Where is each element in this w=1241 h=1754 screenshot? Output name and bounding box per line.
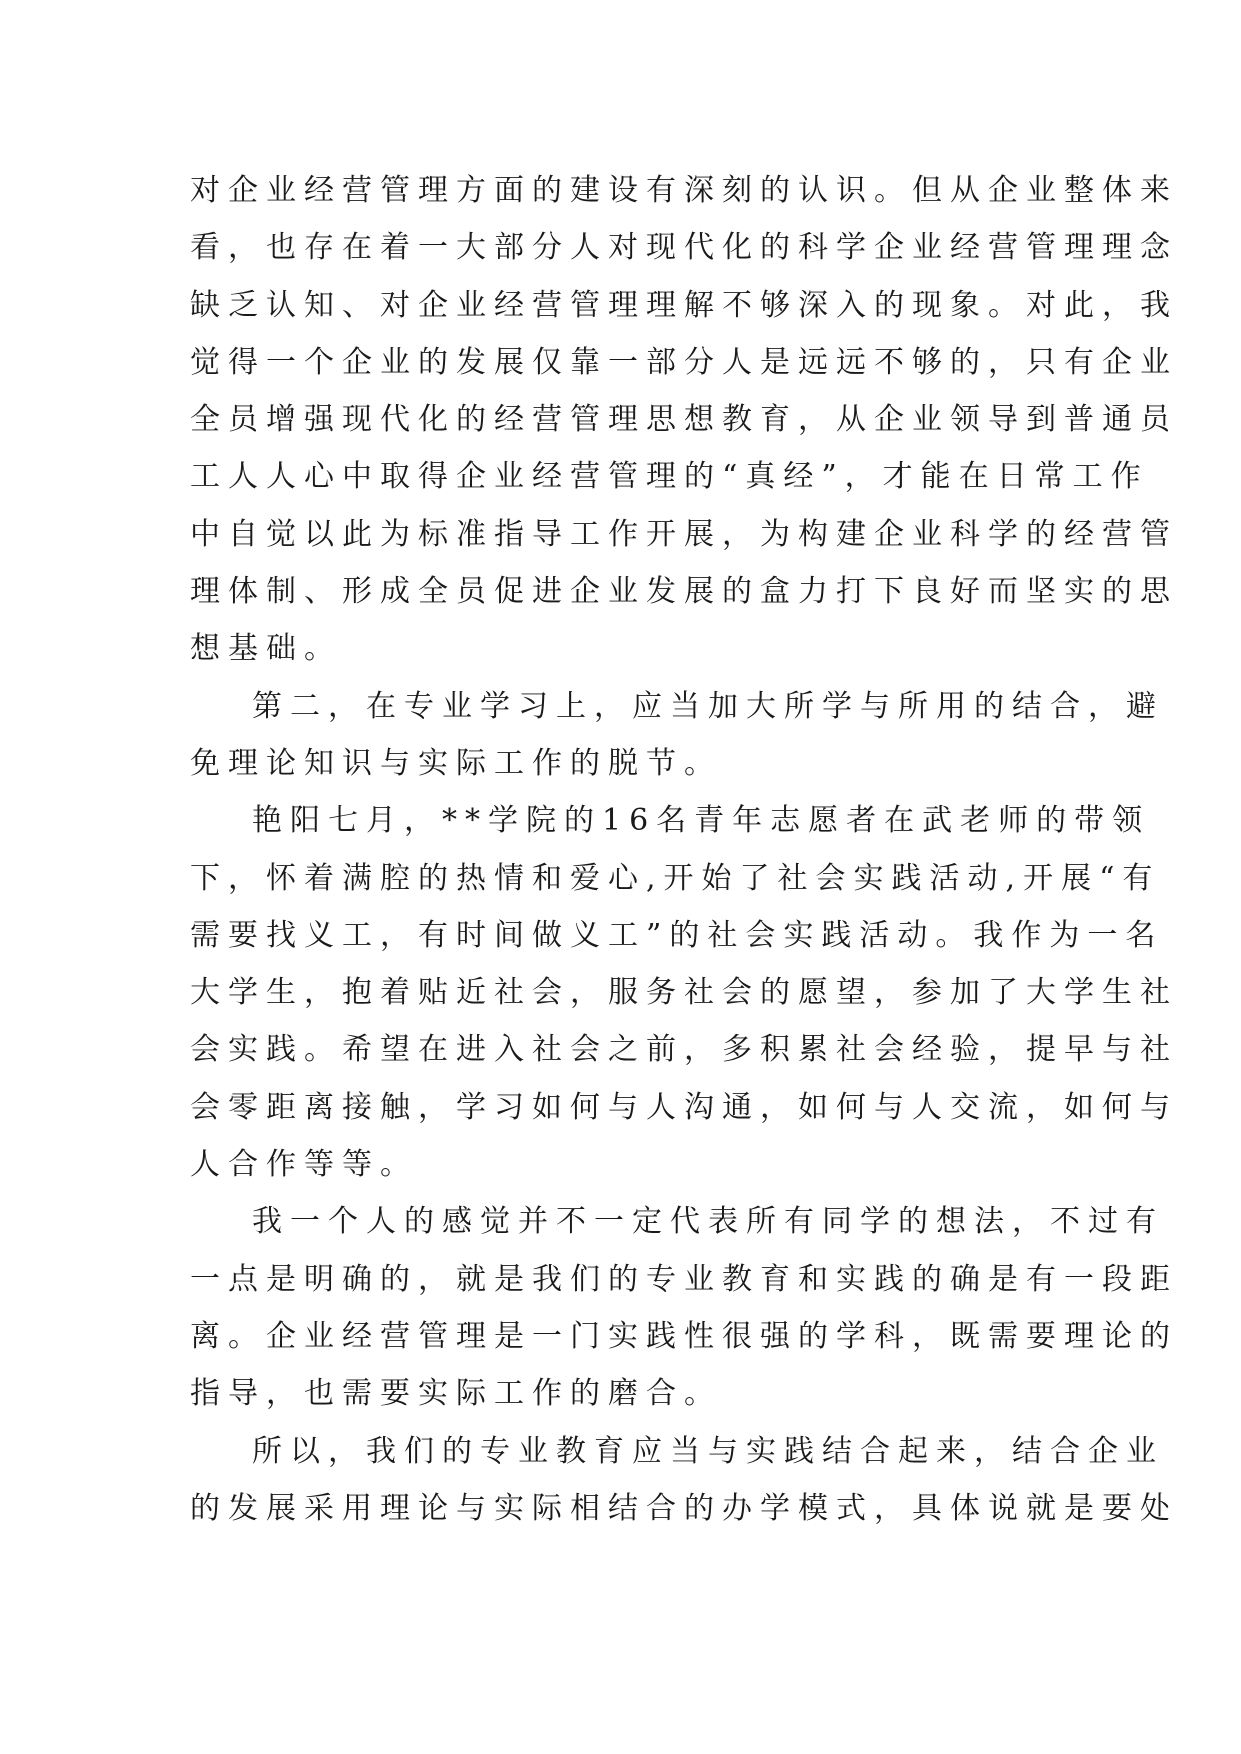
text-line: 下，怀着满腔的热情和爱心,开始了社会实践活动,开展“有 <box>190 860 1161 896</box>
text-line: 想基础。 <box>190 631 342 667</box>
text-line: 中自觉以此为标准指导工作开展，为构建企业科学的经营管 <box>190 516 1178 552</box>
text-line: 全员增强现代化的经营管理思想教育，从企业领导到普通员 <box>190 402 1178 438</box>
text-line: 缺乏认知、对企业经营管理理解不够深入的现象。对此，我 <box>190 287 1178 323</box>
text-line: 大学生，抱着贴近社会，服务社会的愿望，参加了大学生社 <box>190 975 1178 1011</box>
text-line: 离。企业经营管理是一门实践性很强的学科，既需要理论的 <box>190 1318 1178 1354</box>
text-line: 指导，也需要实际工作的磨合。 <box>190 1376 722 1412</box>
text-line: 看，也存在着一大部分人对现代化的科学企业经营管理理念 <box>190 230 1178 266</box>
document-body <box>190 162 1178 1537</box>
text-line: 工人人心中取得企业经营管理的“真经”，才能在日常工作 <box>190 459 1149 495</box>
text-line: 所以，我们的专业教育应当与实践结合起来，结合企业 <box>252 1433 1164 1469</box>
text-line: 一点是明确的，就是我们的专业教育和实践的确是有一段距 <box>190 1261 1178 1297</box>
text-line: 需要找义工，有时间做义工”的社会实践活动。我作为一名 <box>190 917 1164 953</box>
text-line: 我一个人的感觉并不一定代表所有同学的想法，不过有 <box>252 1204 1164 1240</box>
text-line: 理体制、形成全员促进企业发展的盒力打下良好而坚实的思 <box>190 574 1178 610</box>
text-line: 对企业经营管理方面的建设有深刻的认识。但从企业整体来 <box>190 173 1178 208</box>
text-line: 的发展采用理论与实际相结合的办学模式，具体说就是要处 <box>190 1490 1178 1526</box>
text-line: 第二，在专业学习上，应当加大所学与所用的结合，避 <box>252 688 1164 724</box>
text-line: 免理论知识与实际工作的脱节。 <box>190 745 722 781</box>
text-line: 人合作等等。 <box>190 1147 418 1183</box>
text-line: 会实践。希望在进入社会之前，多积累社会经验，提早与社 <box>190 1032 1178 1068</box>
text-line: 觉得一个企业的发展仅靠一部分人是远远不够的，只有企业 <box>190 344 1178 380</box>
text-line: 会零距离接触，学习如何与人沟通，如何与人交流，如何与 <box>190 1089 1178 1125</box>
text-line: 艳阳七月，**学院的16名青年志愿者在武老师的带领 <box>252 803 1151 839</box>
